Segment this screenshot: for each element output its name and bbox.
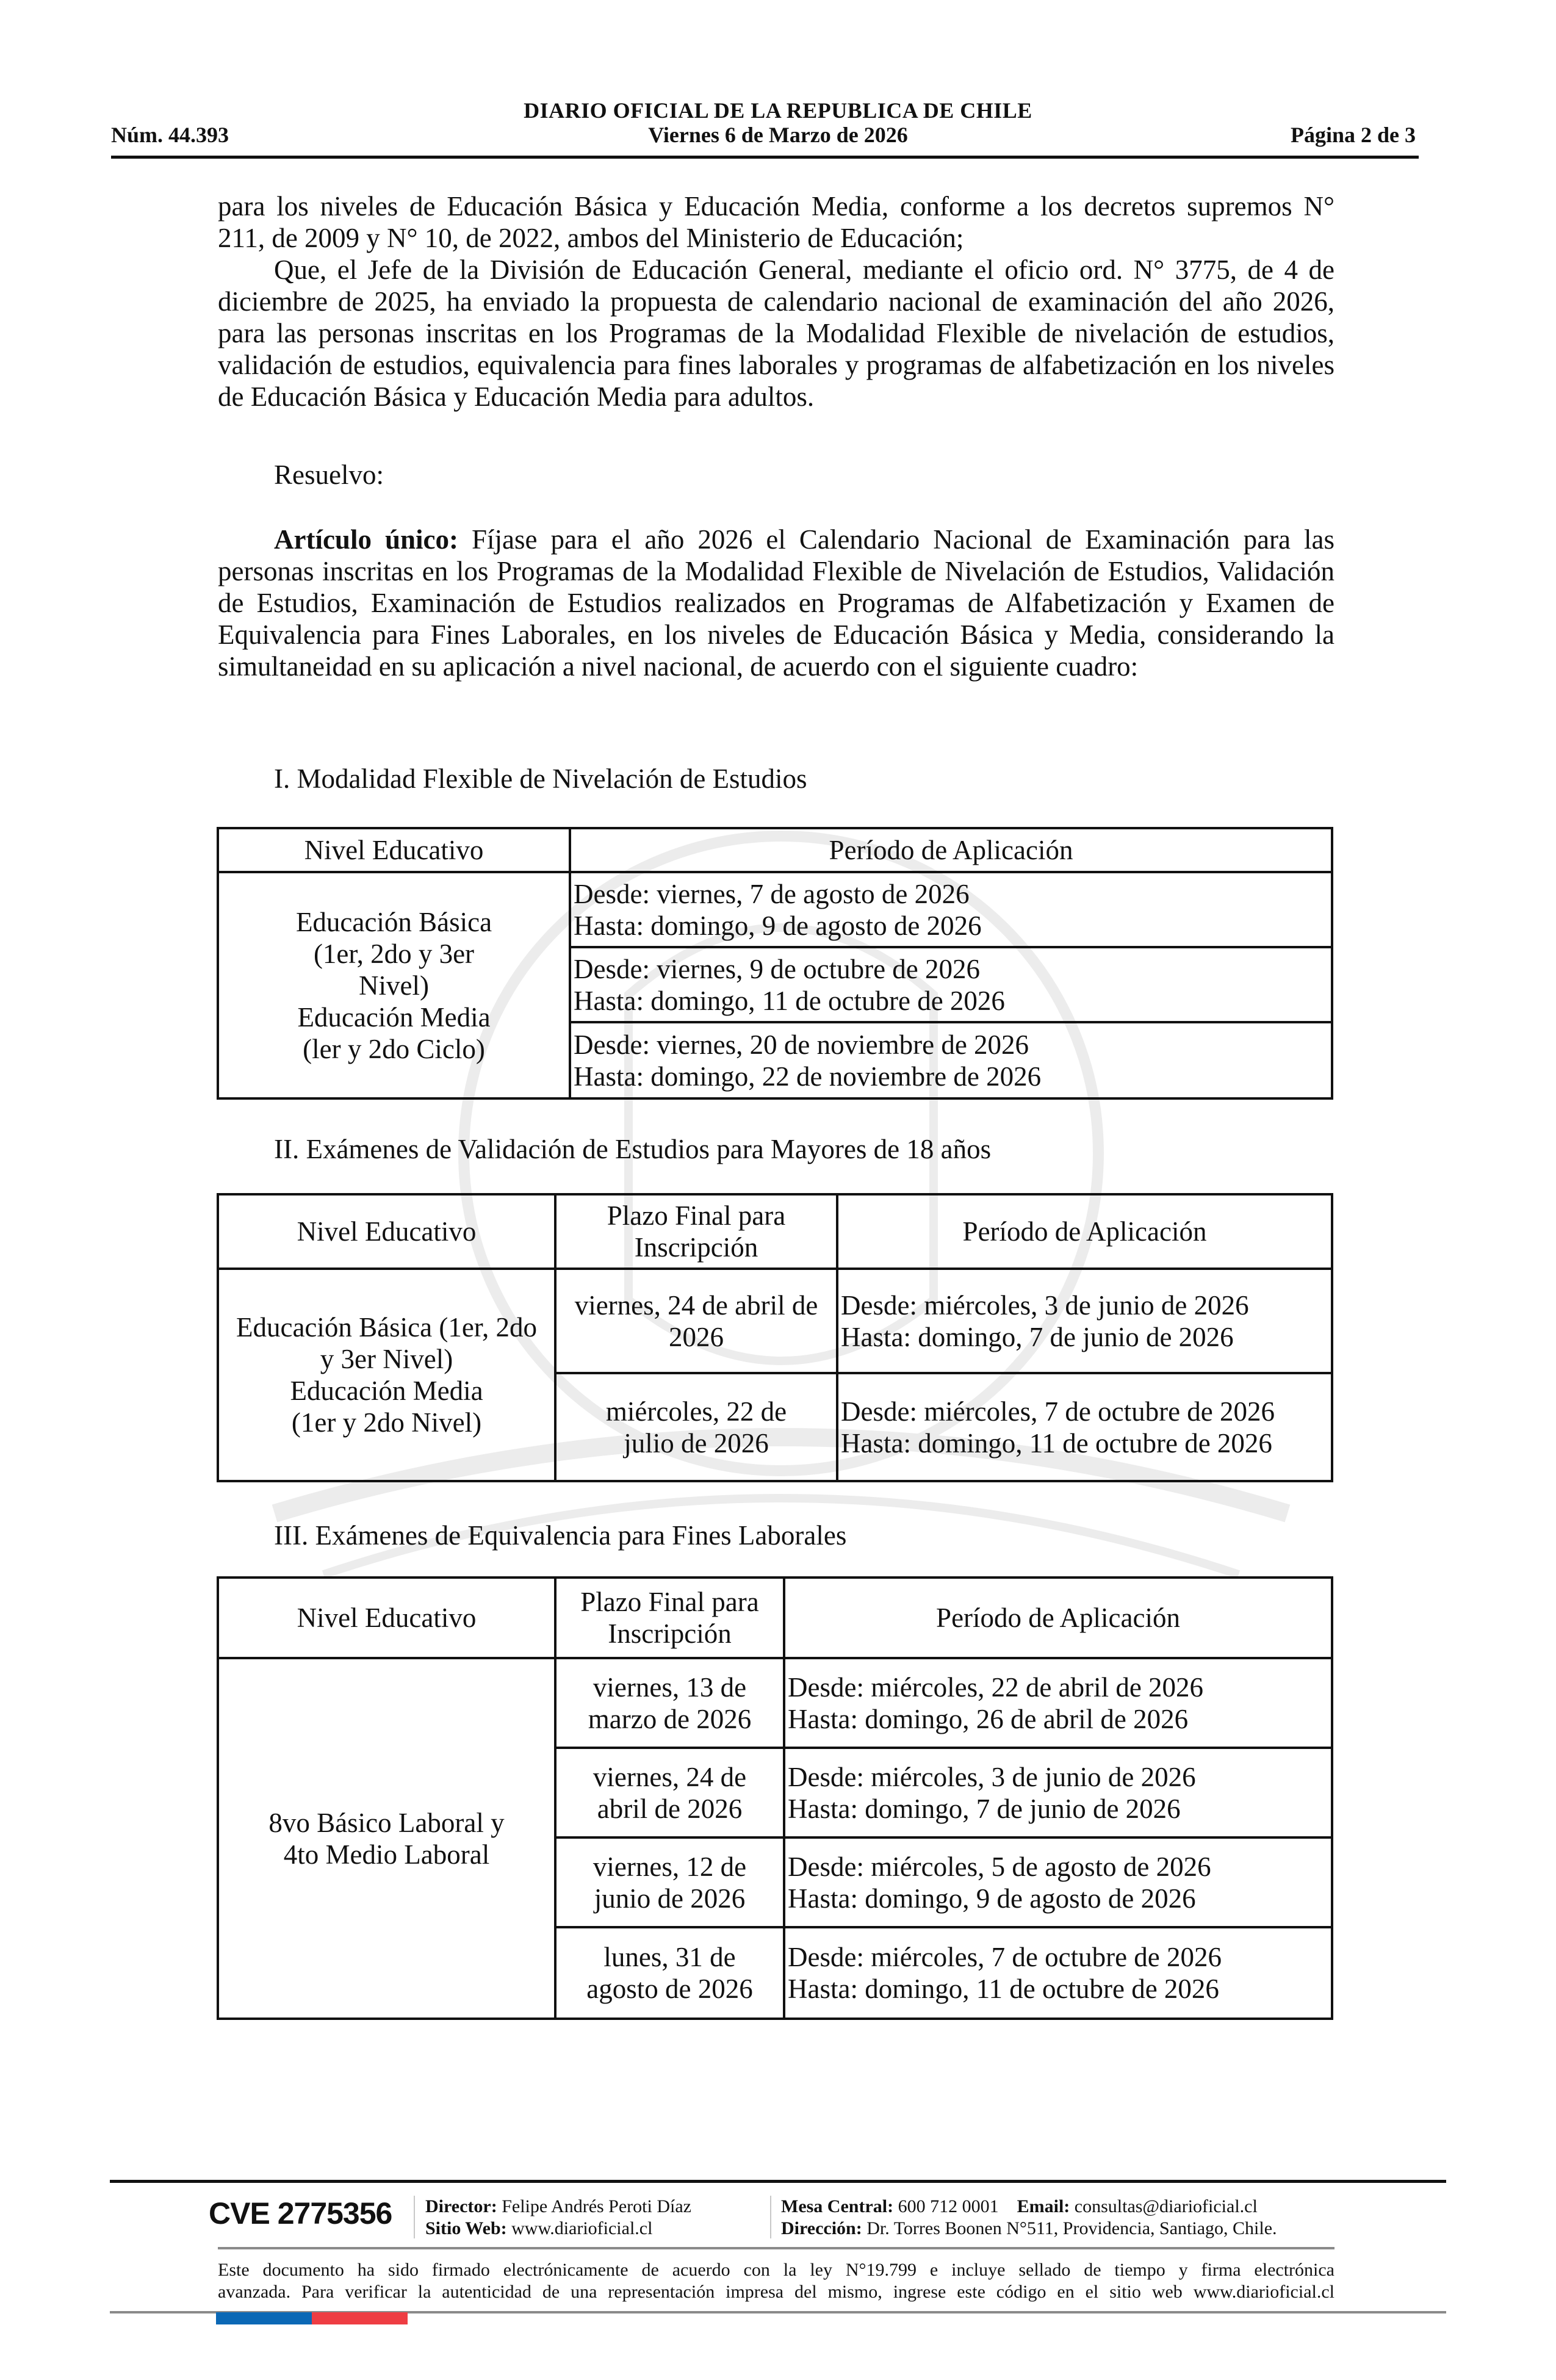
table-row (218, 1269, 1332, 1373)
hasta-date: Hasta: domingo, 9 de agosto de 2026 (574, 910, 982, 941)
desde-date: Desde: miércoles, 7 de octubre de 2026 (788, 1942, 1222, 1972)
issue-date: Viernes 6 de Marzo de 2026 (648, 123, 908, 147)
mesa-central-value: 600 712 0001 (893, 2196, 999, 2216)
periodo-cell (837, 1269, 1332, 1373)
footer-separator (414, 2196, 415, 2238)
flag-blue-stripe (216, 2312, 312, 2324)
hasta-date: Hasta: domingo, 7 de junio de 2026 (841, 1321, 1234, 1352)
nivel-line: Educación Básica (295, 906, 492, 937)
table-header-row (218, 1578, 1332, 1658)
articulo-label: Artículo único: (274, 524, 458, 555)
director-line (425, 2196, 691, 2218)
section-title-3: III. Exámenes de Equivalencia para Fines Laborales (274, 1520, 847, 1551)
plazo-line: viernes, 12 de (593, 1851, 747, 1882)
plazo-line: marzo de 2026 (588, 1703, 752, 1734)
legal-line: Este documento ha sido firmado electrónicamente de acuerdo con la ley N°19.799 e incluye sellado de tiempo y firma electrónica (218, 2260, 1334, 2280)
newspaper-title: DIARIO OFICIAL DE LA REPUBLICA DE CHILE (524, 98, 1032, 123)
paragraph-que: Que, el Jefe de la División de Educación General, mediante el oficio ord. N° 3775, de 4 de diciembre de 2025, ha enviado la propuesta de calendario nacional de examinación del año 2026, para las personas inscritas en los Programas de la Modalidad Flexible de nivelación de estudios, validación de estudios, equivalencia para fines laborales y programas de alfabetización en los niveles de Educación Básica y Educación Media para adultos. (218, 254, 1334, 412)
nivel-line: Educación Básica (1er, 2do (236, 1312, 537, 1343)
nivel-line: (1er, 2do y 3er (313, 938, 475, 969)
director-label: Director: (425, 2196, 497, 2216)
issue-number: Núm. 44.393 (111, 123, 229, 147)
periodo-cell (570, 1022, 1332, 1098)
considerando-block (218, 190, 1334, 413)
hasta-date: Hasta: domingo, 11 de octubre de 2026 (574, 985, 1005, 1016)
page-indicator: Página 2 de 3 (1290, 123, 1416, 147)
hasta-date: Hasta: domingo, 9 de agosto de 2026 (788, 1883, 1196, 1914)
header-periodo-aplicacion: Período de Aplicación (570, 828, 1332, 872)
plazo-line: 2026 (669, 1321, 724, 1352)
table-equivalencia-laboral (217, 1576, 1333, 2020)
table-validacion-estudios (217, 1193, 1333, 1482)
table-header-row (218, 1194, 1332, 1269)
header-periodo-aplicacion: Período de Aplicación (837, 1194, 1332, 1269)
desde-date: Desde: miércoles, 22 de abril de 2026 (788, 1671, 1204, 1703)
section-title-1: I. Modalidad Flexible de Nivelación de Estudios (274, 763, 807, 794)
table-modalidad-flexible (217, 827, 1333, 1100)
nivel-line: Educación Media (297, 1001, 491, 1033)
hasta-date: Hasta: domingo, 7 de junio de 2026 (788, 1793, 1181, 1824)
desde-date: Desde: viernes, 7 de agosto de 2026 (574, 878, 970, 909)
mesa-central-label: Mesa Central: (781, 2196, 894, 2216)
hasta-date: Hasta: domingo, 22 de noviembre de 2026 (574, 1061, 1042, 1092)
plazo-cell (555, 1927, 784, 2019)
direccion-label: Dirección: (781, 2218, 862, 2238)
plazo-line: abril de 2026 (597, 1793, 743, 1824)
hasta-date: Hasta: domingo, 11 de octubre de 2026 (788, 1974, 1219, 2004)
legal-line: avanzada. Para verificar la autenticidad de una representación impresa del mismo, ingrese este código en el sitio web www.diarioficial.cl (218, 2282, 1334, 2302)
address-line (781, 2218, 1277, 2240)
footer-contact-info (781, 2196, 1277, 2240)
desde-date: Desde: miércoles, 5 de agosto de 2026 (788, 1851, 1211, 1882)
periodo-cell (784, 1927, 1332, 2019)
section-title-2: II. Exámenes de Validación de Estudios para Mayores de 18 años (274, 1134, 992, 1164)
nivel-educativo-cell (218, 1658, 555, 2019)
desde-date: Desde: miércoles, 3 de junio de 2026 (788, 1761, 1196, 1792)
hasta-date: Hasta: domingo, 26 de abril de 2026 (788, 1703, 1189, 1734)
table-header-row (218, 828, 1332, 872)
footer-divider (110, 2180, 1446, 2183)
nivel-line: (1er y 2do Nivel) (291, 1407, 482, 1438)
desde-date: Desde: viernes, 20 de noviembre de 2026 (574, 1029, 1029, 1060)
nivel-line: y 3er Nivel) (320, 1344, 453, 1374)
header-line: Plazo Final para (580, 1587, 759, 1617)
direccion-value: Dr. Torres Boonen N°511, Providencia, Santiago, Chile. (862, 2218, 1277, 2238)
resuelvo-block (218, 459, 1334, 491)
desde-date: Desde: miércoles, 7 de octubre de 2026 (841, 1396, 1275, 1427)
plazo-cell (555, 1837, 784, 1927)
desde-date: Desde: viernes, 9 de octubre de 2026 (574, 953, 981, 984)
periodo-cell (570, 947, 1332, 1022)
articulo-unico-block (218, 524, 1334, 682)
email-label: Email: (1017, 2196, 1070, 2216)
periodo-cell (784, 1658, 1332, 1748)
plazo-cell (555, 1748, 784, 1837)
header-line: Inscripción (634, 1232, 758, 1263)
desde-date: Desde: miércoles, 3 de junio de 2026 (841, 1289, 1249, 1321)
periodo-cell (570, 872, 1332, 947)
nivel-line: 4to Medio Laboral (283, 1839, 490, 1870)
plazo-line: julio de 2026 (624, 1427, 769, 1459)
nivel-line: Educación Media (290, 1376, 483, 1406)
nivel-educativo-cell (218, 1269, 555, 1481)
cve-code: CVE 2775356 (209, 2196, 392, 2230)
plazo-line: viernes, 24 de (593, 1761, 747, 1792)
periodo-cell (784, 1837, 1332, 1927)
contact-line (781, 2196, 1277, 2218)
resuelvo-heading: Resuelvo: (274, 460, 384, 490)
plazo-cell (555, 1269, 837, 1373)
website-line (425, 2218, 691, 2240)
plazo-line: lunes, 31 de (603, 1942, 736, 1972)
header-plazo-final (555, 1578, 784, 1658)
nivel-educativo-cell (218, 872, 570, 1098)
footer-separator (770, 2196, 771, 2238)
footer-director-info (425, 2196, 691, 2240)
plazo-cell (555, 1658, 784, 1748)
header-nivel-educativo: Nivel Educativo (218, 1578, 555, 1658)
header-nivel-educativo: Nivel Educativo (218, 828, 570, 872)
header-nivel-educativo: Nivel Educativo (218, 1194, 555, 1269)
plazo-line: junio de 2026 (594, 1883, 746, 1914)
plazo-line: miércoles, 22 de (605, 1396, 787, 1427)
header-plazo-final (555, 1194, 837, 1269)
periodo-cell (837, 1373, 1332, 1481)
footer-divider-secondary (218, 2247, 1334, 2249)
nivel-line: 8vo Básico Laboral y (268, 1807, 505, 1838)
header-line: Inscripción (608, 1618, 732, 1649)
electronic-signature-notice (218, 2259, 1334, 2303)
director-value: Felipe Andrés Peroti Díaz (497, 2196, 691, 2216)
plazo-cell (555, 1373, 837, 1481)
website-label: Sitio Web: (425, 2218, 507, 2238)
plazo-line: viernes, 13 de (593, 1671, 747, 1703)
paragraph-line: 211, de 2009 y N° 10, de 2022, ambos del Ministerio de Educación; (218, 223, 964, 253)
header-periodo-aplicacion: Período de Aplicación (784, 1578, 1332, 1658)
nivel-line: (ler y 2do Ciclo) (303, 1033, 485, 1064)
table-row (218, 872, 1332, 947)
articulo-paragraph (218, 524, 1334, 682)
articulo-text: Fíjase para el año 2026 el Calendario Nacional de Examinación para las personas inscritas en los Programas de la Modalidad Flexible de Nivelación de Estudios, Validación de Estudios, Examinación de Estudios realizados en Programas de Alfabetización y Examen de Equivalencia para Fines Laborales, en los niveles de Educación Básica y Media, considerando la simultaneidad en su aplicación a nivel nacional, de acuerdo con el siguiente cuadro: (218, 524, 1334, 682)
table-row (218, 1658, 1332, 1748)
periodo-cell (784, 1748, 1332, 1837)
flag-red-stripe (312, 2312, 408, 2324)
header-line: Plazo Final para (607, 1200, 786, 1231)
hasta-date: Hasta: domingo, 11 de octubre de 2026 (841, 1427, 1272, 1459)
email-link[interactable]: consultas@diarioficial.cl (1070, 2196, 1258, 2216)
website-link[interactable]: www.diarioficial.cl (506, 2218, 653, 2238)
paragraph-line: para los niveles de Educación Básica y Educación Media, conforme a los decretos supremos N° (218, 191, 1334, 222)
header-divider (111, 156, 1419, 159)
plazo-line: viernes, 24 de abril de (574, 1289, 818, 1321)
plazo-line: agosto de 2026 (586, 1974, 753, 2004)
nivel-line: Nivel) (359, 970, 429, 1001)
